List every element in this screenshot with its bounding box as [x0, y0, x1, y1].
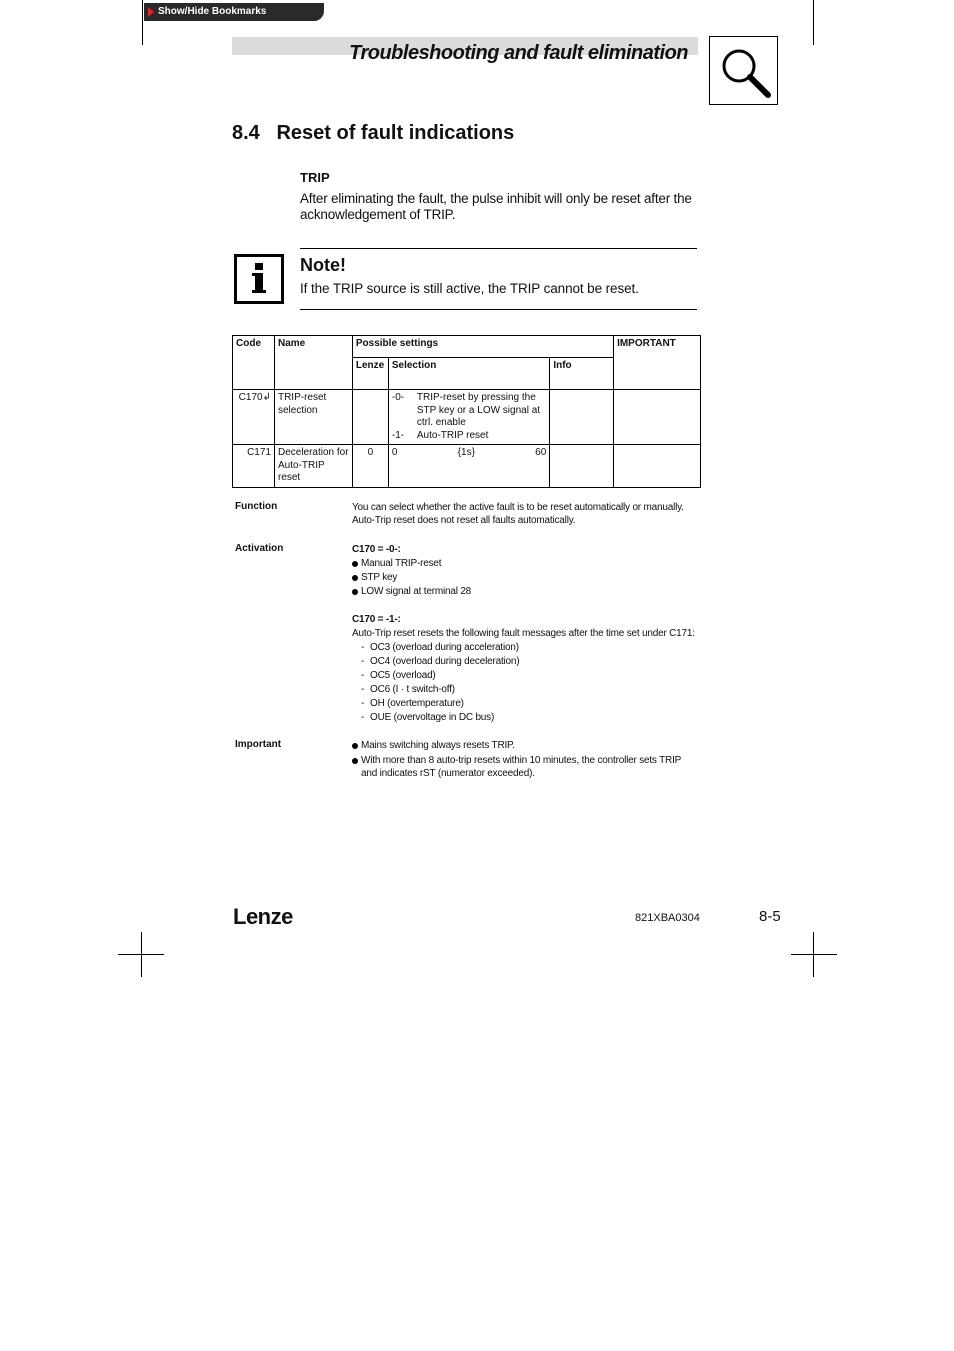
- magnifier-icon: [709, 36, 778, 105]
- crop-mark: [142, 0, 143, 45]
- header-selection: Selection: [388, 358, 549, 390]
- selection-option: [392, 430, 546, 443]
- crop-mark: [791, 954, 837, 955]
- bookmark-button-label: Show/Hide Bookmarks: [158, 6, 267, 17]
- header-possible-settings: Possible settings: [352, 336, 613, 358]
- page-number: 8-5: [759, 908, 781, 925]
- name-cell: TRIP-reset selection: [274, 390, 352, 445]
- c170-0-heading: C170 = -0-:: [352, 544, 401, 555]
- important-text: [352, 739, 692, 780]
- activation-label: Activation: [235, 543, 284, 554]
- list-item: - OC3 (overload during acceleration): [361, 642, 519, 653]
- section-title: 8.4 Reset of fault indications: [232, 122, 515, 144]
- selection-text: Auto-TRIP reset: [416, 429, 489, 441]
- note-heading: Note!: [300, 255, 346, 275]
- range-max: 60: [535, 447, 547, 458]
- show-hide-bookmarks-button[interactable]: [144, 3, 324, 21]
- info-icon: [234, 254, 284, 304]
- list-item-text: OC4 (overload during deceleration): [370, 656, 520, 667]
- list-item-text: OC3 (overload during acceleration): [370, 642, 519, 653]
- selection-cell: [388, 390, 549, 445]
- doc-number: 821XBA0304: [635, 912, 700, 924]
- trip-heading: TRIP: [300, 170, 330, 185]
- list-item: With more than 8 auto-trip resets within 10 minutes, the controller sets TRIP and indicates rST (numerator exceeded).: [352, 754, 692, 780]
- crop-mark: [813, 0, 814, 45]
- table-row: [233, 445, 701, 488]
- list-item: Manual TRIP-reset: [352, 557, 697, 571]
- info-cell: [550, 390, 614, 445]
- name-cell: Deceleration for Auto-TRIP reset: [274, 445, 352, 488]
- function-label: Function: [235, 501, 278, 512]
- list-item: - OC4 (overload during deceleration): [361, 656, 520, 667]
- lenze-logo: Lenze: [233, 904, 293, 929]
- range-step: {1s}: [457, 447, 475, 458]
- c170-1-heading: C170 = -1-:: [352, 614, 401, 625]
- lenze-cell: [352, 390, 388, 445]
- table-row: [233, 390, 701, 445]
- selection-option: [392, 392, 546, 430]
- chapter-title: Troubleshooting and fault elimination: [349, 42, 688, 64]
- activation-text: [352, 543, 697, 725]
- list-item-text: OC6 (I · t switch-off): [370, 684, 455, 695]
- code-cell: C171: [233, 445, 275, 488]
- list-item: LOW signal at terminal 28: [352, 585, 697, 599]
- info-cell: [550, 445, 614, 488]
- list-item: Mains switching always resets TRIP.: [352, 739, 692, 752]
- list-item-text: OC5 (overload): [370, 670, 436, 681]
- header-name: Name: [274, 336, 352, 390]
- crop-mark: [118, 954, 164, 955]
- note-text: If the TRIP source is still active, the TRIP cannot be reset.: [300, 281, 639, 296]
- lenze-cell: 0: [352, 445, 388, 488]
- trip-paragraph: After eliminating the fault, the pulse inhibit will only be reset after the acknowledgement of TRIP.: [300, 191, 692, 222]
- header-info: Info: [550, 358, 614, 390]
- important-cell: [614, 390, 701, 445]
- triangle-right-icon: [148, 7, 154, 17]
- selection-cell: [388, 445, 549, 488]
- function-text: [352, 501, 697, 527]
- code-table: [232, 335, 701, 488]
- divider: [300, 309, 697, 310]
- function-line: You can select whether the active fault is to be reset automatically or manually.: [352, 502, 684, 513]
- list-item-text: OH (overtemperature): [370, 698, 464, 709]
- divider: [300, 248, 697, 249]
- function-line: Auto-Trip reset does not reset all faults automatically.: [352, 515, 576, 526]
- selection-number: -1-: [391, 429, 405, 441]
- important-cell: [614, 445, 701, 488]
- selection-number: -0-: [391, 392, 405, 403]
- list-item: STP key: [352, 571, 697, 585]
- header-important: IMPORTANT: [614, 336, 701, 390]
- list-item: - OUE (overvoltage in DC bus): [361, 712, 495, 723]
- selection-text: TRIP-reset by pressing the STP key or a LOW signal at ctrl. enable: [416, 392, 541, 428]
- code-cell: C170↲: [233, 390, 275, 445]
- list-item: - OH (overtemperature): [361, 698, 464, 709]
- important-label: Important: [235, 739, 282, 750]
- list-item: - OC6 (I · t switch-off): [361, 684, 455, 695]
- list-item: - OC5 (overload): [361, 670, 436, 681]
- range-min: 0: [391, 447, 398, 458]
- header-lenze: Lenze: [352, 358, 388, 390]
- c170-1-intro: Auto-Trip reset resets the following fault messages after the time set under C171:: [352, 628, 695, 639]
- header-code: Code: [233, 336, 275, 390]
- list-item-text: OUE (overvoltage in DC bus): [370, 712, 495, 723]
